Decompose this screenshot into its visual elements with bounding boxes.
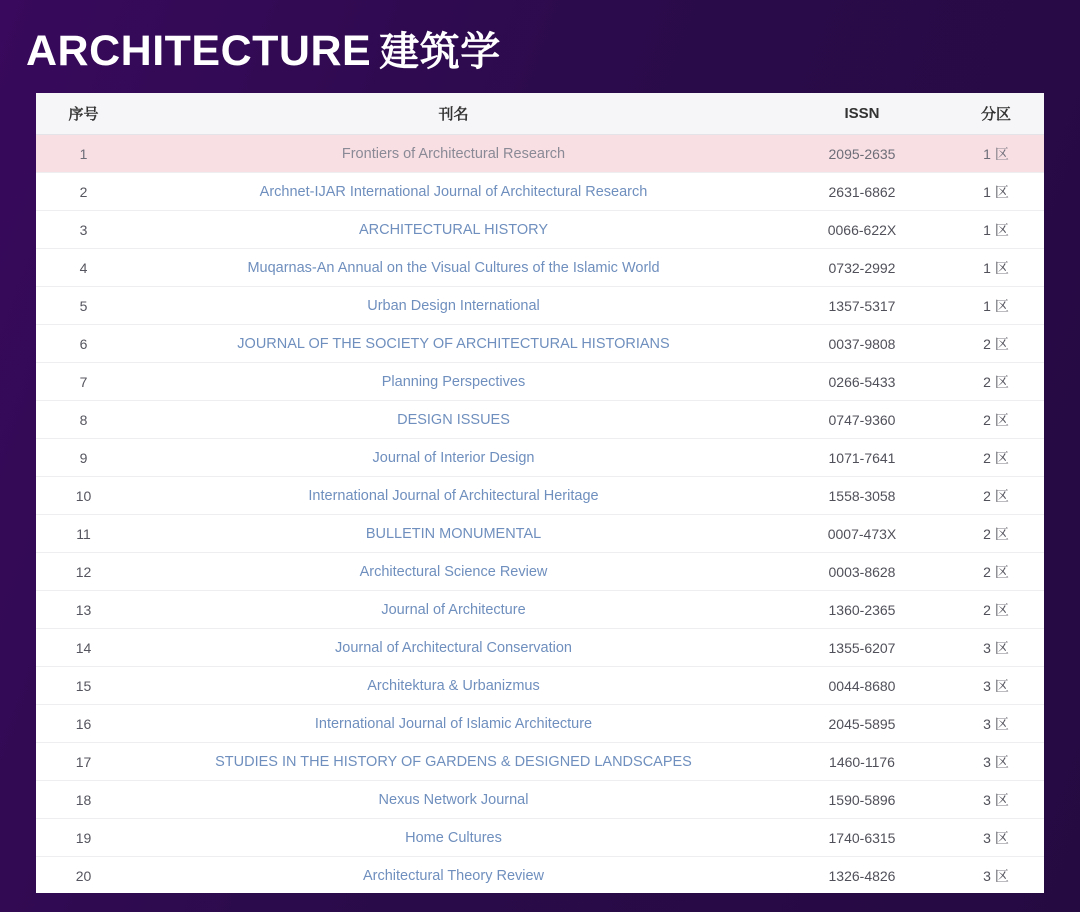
cell-index: 7: [36, 363, 131, 401]
cell-zone: 2 区: [948, 325, 1044, 363]
page-title-en: ARCHITECTURE: [26, 27, 372, 75]
table-row: [36, 477, 1044, 515]
cell-index: 14: [36, 629, 131, 667]
column-header-index: 序号: [36, 93, 131, 135]
table-row: [36, 211, 1044, 249]
cell-index: 11: [36, 515, 131, 553]
cell-journal-name[interactable]: STUDIES IN THE HISTORY OF GARDENS & DESIGNED LANDSCAPES: [131, 743, 776, 781]
cell-journal-name[interactable]: JOURNAL OF THE SOCIETY OF ARCHITECTURAL HISTORIANS: [131, 325, 776, 363]
cell-issn: 0066-622X: [776, 211, 948, 249]
cell-index: 6: [36, 325, 131, 363]
table-row: [36, 135, 1044, 173]
cell-journal-name[interactable]: Muqarnas-An Annual on the Visual Cultures of the Islamic World: [131, 249, 776, 287]
cell-journal-name[interactable]: International Journal of Architectural Heritage: [131, 477, 776, 515]
cell-issn: 0747-9360: [776, 401, 948, 439]
cell-zone: 2 区: [948, 439, 1044, 477]
table-row: [36, 249, 1044, 287]
cell-zone: 2 区: [948, 591, 1044, 629]
cell-issn: 1590-5896: [776, 781, 948, 819]
page-title: [26, 28, 501, 75]
cell-index: 9: [36, 439, 131, 477]
cell-zone: 3 区: [948, 629, 1044, 667]
cell-issn: 0003-8628: [776, 553, 948, 591]
cell-issn: 1360-2365: [776, 591, 948, 629]
cell-journal-name[interactable]: Planning Perspectives: [131, 363, 776, 401]
journal-table-container: [36, 93, 1044, 893]
cell-journal-name[interactable]: Architektura & Urbanizmus: [131, 667, 776, 705]
cell-zone: 3 区: [948, 819, 1044, 857]
cell-issn: 1355-6207: [776, 629, 948, 667]
table-row: [36, 857, 1044, 894]
cell-index: 18: [36, 781, 131, 819]
cell-issn: 2045-5895: [776, 705, 948, 743]
cell-zone: 2 区: [948, 553, 1044, 591]
cell-index: 13: [36, 591, 131, 629]
cell-journal-name[interactable]: International Journal of Islamic Architecture: [131, 705, 776, 743]
table-body: [36, 135, 1044, 894]
table-row: [36, 819, 1044, 857]
cell-journal-name[interactable]: ARCHITECTURAL HISTORY: [131, 211, 776, 249]
cell-zone: 3 区: [948, 857, 1044, 894]
cell-issn: 1460-1176: [776, 743, 948, 781]
cell-journal-name[interactable]: Archnet-IJAR International Journal of Architectural Research: [131, 173, 776, 211]
cell-journal-name[interactable]: Frontiers of Architectural Research: [131, 135, 776, 173]
cell-issn: 0037-9808: [776, 325, 948, 363]
cell-issn: 0044-8680: [776, 667, 948, 705]
cell-issn: 0007-473X: [776, 515, 948, 553]
cell-index: 12: [36, 553, 131, 591]
cell-issn: 1740-6315: [776, 819, 948, 857]
cell-zone: 3 区: [948, 743, 1044, 781]
table-row: [36, 705, 1044, 743]
table-row: [36, 553, 1044, 591]
table-row: [36, 667, 1044, 705]
table-row: [36, 743, 1044, 781]
cell-index: 10: [36, 477, 131, 515]
cell-journal-name[interactable]: Journal of Architectural Conservation: [131, 629, 776, 667]
cell-zone: 1 区: [948, 287, 1044, 325]
table-row: [36, 401, 1044, 439]
cell-index: 20: [36, 857, 131, 894]
table-row: [36, 287, 1044, 325]
cell-zone: 1 区: [948, 135, 1044, 173]
cell-journal-name[interactable]: DESIGN ISSUES: [131, 401, 776, 439]
cell-index: 19: [36, 819, 131, 857]
table-header: [36, 93, 1044, 135]
cell-journal-name[interactable]: Architectural Theory Review: [131, 857, 776, 894]
cell-issn: 0266-5433: [776, 363, 948, 401]
cell-issn: 1357-5317: [776, 287, 948, 325]
page-title-cn: 建筑学: [379, 30, 501, 74]
cell-zone: 1 区: [948, 249, 1044, 287]
cell-zone: 1 区: [948, 173, 1044, 211]
column-header-issn: ISSN: [776, 93, 948, 135]
cell-zone: 1 区: [948, 211, 1044, 249]
cell-issn: 0732-2992: [776, 249, 948, 287]
cell-issn: 1558-3058: [776, 477, 948, 515]
cell-zone: 2 区: [948, 515, 1044, 553]
cell-journal-name[interactable]: Architectural Science Review: [131, 553, 776, 591]
cell-journal-name[interactable]: BULLETIN MONUMENTAL: [131, 515, 776, 553]
cell-zone: 2 区: [948, 401, 1044, 439]
journal-table: [36, 93, 1044, 893]
cell-journal-name[interactable]: Journal of Architecture: [131, 591, 776, 629]
cell-journal-name[interactable]: Journal of Interior Design: [131, 439, 776, 477]
table-row: [36, 173, 1044, 211]
table-row: [36, 515, 1044, 553]
table-row: [36, 629, 1044, 667]
cell-index: 8: [36, 401, 131, 439]
cell-index: 16: [36, 705, 131, 743]
cell-index: 17: [36, 743, 131, 781]
table-row: [36, 781, 1044, 819]
cell-zone: 3 区: [948, 667, 1044, 705]
cell-zone: 2 区: [948, 363, 1044, 401]
table-row: [36, 439, 1044, 477]
cell-journal-name[interactable]: Home Cultures: [131, 819, 776, 857]
cell-index: 5: [36, 287, 131, 325]
cell-index: 15: [36, 667, 131, 705]
cell-zone: 3 区: [948, 705, 1044, 743]
cell-index: 1: [36, 135, 131, 173]
cell-journal-name[interactable]: Nexus Network Journal: [131, 781, 776, 819]
table-row: [36, 325, 1044, 363]
column-header-journal-name: 刊名: [131, 93, 776, 135]
table-row: [36, 363, 1044, 401]
cell-journal-name[interactable]: Urban Design International: [131, 287, 776, 325]
cell-zone: 2 区: [948, 477, 1044, 515]
table-row: [36, 591, 1044, 629]
cell-issn: 1071-7641: [776, 439, 948, 477]
column-header-zone: 分区: [948, 93, 1044, 135]
cell-issn: 2095-2635: [776, 135, 948, 173]
cell-index: 2: [36, 173, 131, 211]
cell-index: 4: [36, 249, 131, 287]
cell-issn: 2631-6862: [776, 173, 948, 211]
cell-zone: 3 区: [948, 781, 1044, 819]
cell-issn: 1326-4826: [776, 857, 948, 894]
cell-index: 3: [36, 211, 131, 249]
table-header-row: [36, 93, 1044, 135]
